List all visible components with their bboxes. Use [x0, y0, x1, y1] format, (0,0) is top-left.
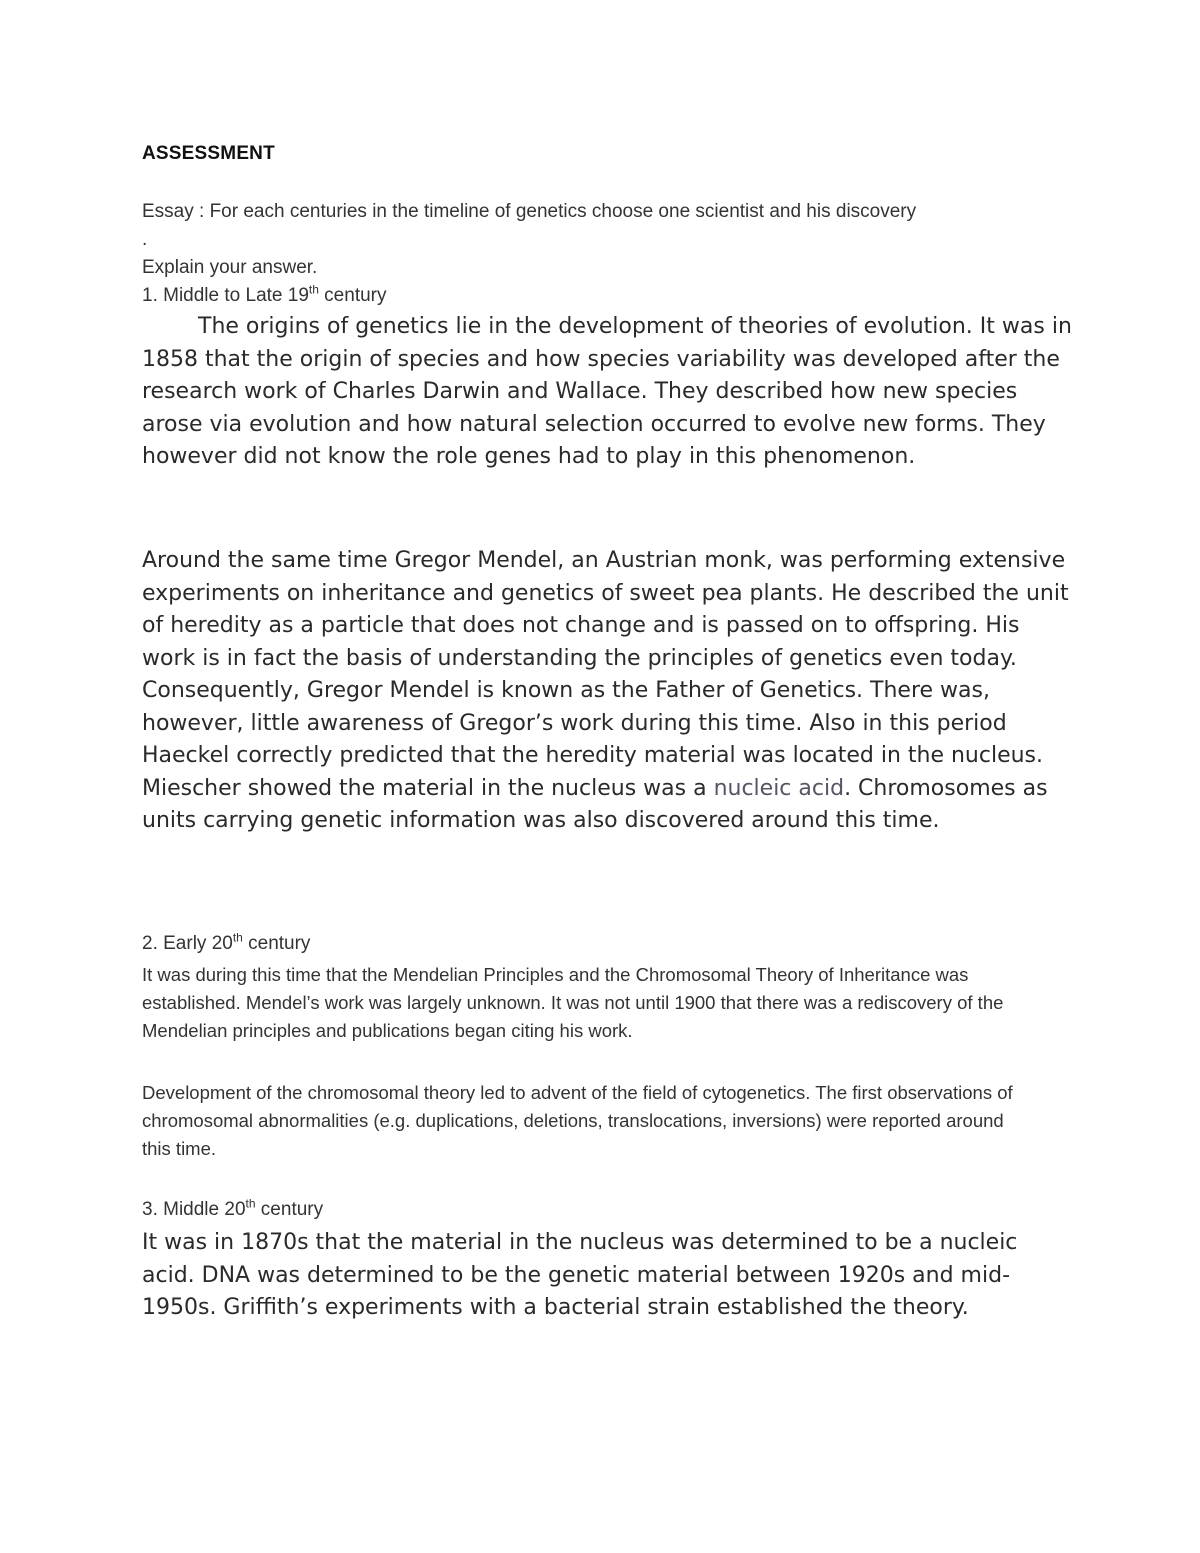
- section-1-heading-suffix: century: [318, 285, 387, 306]
- section-1-heading-text: 1. Middle to Late 19: [142, 285, 309, 306]
- section-2-paragraph-2: Development of the chromosomal theory led to advent of the field of cytogenetics. The first observations of chromosomal abnormalities (e.g. duplications, deletions, translocations, inversions) were reported around this time.: [142, 1082, 1013, 1159]
- page-title: ASSESSMENT: [142, 143, 275, 164]
- section-2-paragraph-1: It was during this time that the Mendelian Principles and the Chromosomal Theory of Inheritance was established. Mendel’s work was largely unknown. It was not until 1900 that there was a rediscovery of the Mendelian principles and publications began citing his work.: [142, 964, 1004, 1041]
- section-2-heading-suffix: century: [242, 933, 311, 954]
- section-1-paragraph-1-text: The origins of genetics lie in the development of theories of evolution. It was in 1858 that the origin of species and how species variability was developed after the research work of Charles Darwin and Wallace. They described how new species arose via evolution and how natural selection occurred to evolve new forms. They however did not know the role genes had to play in this phenomenon.: [142, 314, 1072, 469]
- section-3-paragraph-1: It was in 1870s that the material in the nucleus was determined to be a nucleic acid. DNA was determined to be the genetic material between 1920s and mid-1950s. Griffith’s experiments with a bacterial strain established the theory.: [142, 1230, 1018, 1320]
- section-3-heading-suffix: century: [255, 1199, 324, 1220]
- section-1-paragraph-1: [142, 311, 1072, 474]
- nucleic-acid-term: nucleic acid: [713, 775, 845, 801]
- section-1-paragraph-2-text-b: . Chromosomes as units carrying genetic information was also discovered around this time.: [142, 775, 1048, 833]
- section-2-heading-text: 2. Early 20: [142, 933, 233, 954]
- section-1-paragraph-2: [142, 545, 1072, 838]
- section-1-paragraph-2-text-a: Around the same time Gregor Mendel, an Austrian monk, was performing extensive experiments on inheritance and genetics of sweet pea plants. He described the unit of heredity as a particle that does not change and is passed on to offspring. His work is in fact the basis of understanding the principles of genetics even today. Consequently, Gregor Mendel is known as the Father of Genetics. There was, however, little awareness of Gregor’s work during this time. Also in this period Haeckel correctly predicted that the heredity material was located in the nucleus. Miescher showed the material in the nucleus was a: [142, 548, 1069, 801]
- section-3-heading: [142, 1196, 323, 1224]
- explain-instruction: Explain your answer.: [142, 257, 318, 278]
- section-1-heading-ordinal: th: [308, 282, 319, 297]
- section-3-heading-text: 3. Middle 20: [142, 1199, 246, 1220]
- section-3-heading-ordinal: th: [245, 1196, 256, 1211]
- essay-prompt-dot: .: [142, 229, 148, 250]
- section-1-heading: [142, 282, 387, 310]
- section-2-heading-ordinal: th: [232, 930, 243, 945]
- essay-prompt: Essay : For each centuries in the timeline of genetics choose one scientist and his discovery: [142, 201, 917, 222]
- section-2-heading: [142, 930, 310, 958]
